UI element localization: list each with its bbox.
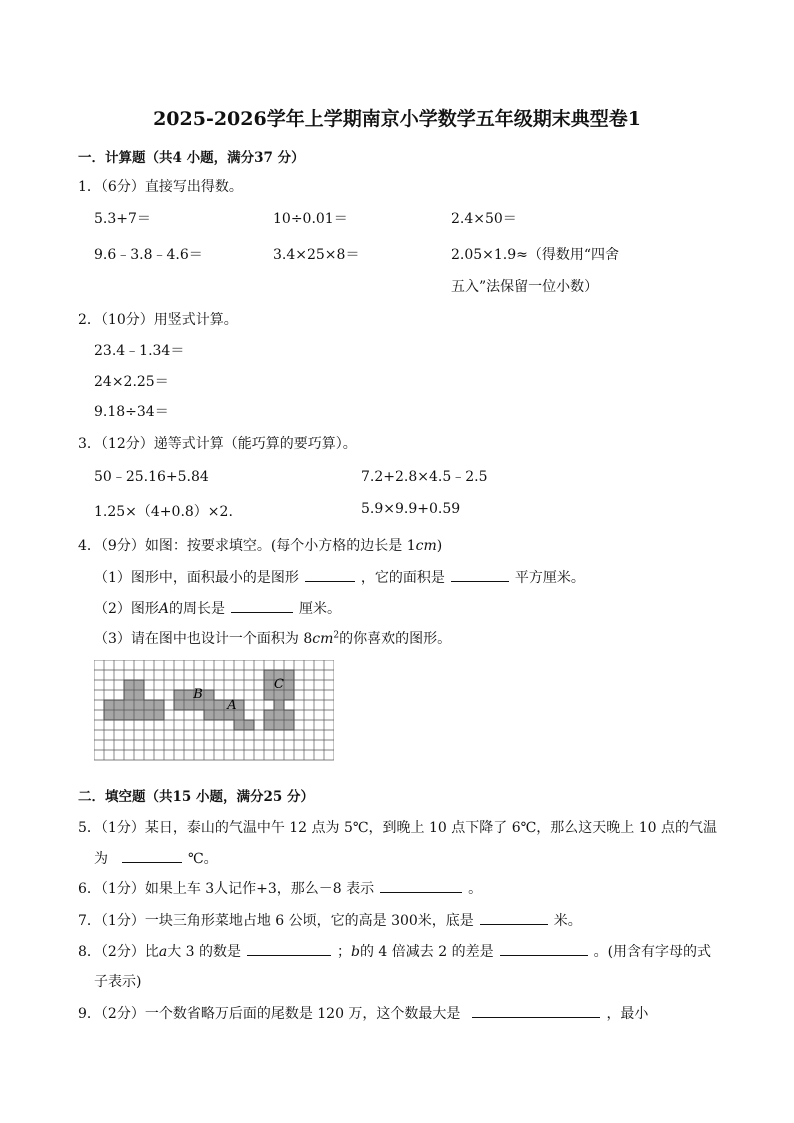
question-3-stem: 3．（12分）递等式计算（能巧算的要巧算）。: [78, 436, 357, 452]
question-9: 9．（2分）一个数省略万后面的尾数是 120 万，这个数最大是 ，最小: [78, 1006, 649, 1022]
section-heading-fill-blank: 二．填空题（共15 小题，满分25 分）: [78, 789, 314, 805]
question-5-line2: 为 ℃。: [94, 851, 218, 867]
q3-item: 5.9×9.9+0.59: [361, 501, 461, 517]
question-1-stem: 1．（6分）直接写出得数。: [78, 179, 243, 195]
q1-item: 5.3+7＝: [94, 211, 151, 227]
q1-note: 五入”法保留一位小数）: [451, 279, 599, 295]
question-6: 6．（1分）如果上车 3人记作+3，那么－8 表示 。: [78, 881, 483, 897]
q1-item: 9.6﹣3.8﹣4.6＝: [94, 247, 203, 263]
q4-sub-1: （1）图形中，面积最小的是图形 ，它的面积是 平方厘米。: [94, 570, 585, 586]
q2-item: 23.4﹣1.34＝: [94, 343, 185, 359]
q1-item: 2.4×50＝: [451, 211, 517, 227]
q3-item: 7.2+2.8×4.5﹣2.5: [361, 469, 488, 485]
square-grid-figure[interactable]: [94, 660, 334, 772]
answer-blank[interactable]: [122, 850, 182, 863]
answer-blank[interactable]: [480, 912, 548, 925]
answer-blank[interactable]: [500, 943, 588, 956]
question-7: 7．（1分）一块三角形菜地占地 6 公顷，它的高是 300米，底是 米。: [78, 913, 582, 929]
section-heading-calculation: 一．计算题（共4 小题，满分37 分）: [78, 150, 305, 166]
question-5-line1: 5．（1分）某日，泰山的气温中午 12 点为 5℃，到晚上 10 点下降了 6℃，那么这天晚上 10 点的气温: [78, 820, 717, 836]
question-8-line1: 8．（2分）比a大 3 的数是 ；b的 4 倍减去 2 的差是 。(用含有字母的式: [78, 944, 712, 960]
q4-sub-3: （3）请在图中也设计一个面积为 $8cm^2$的你喜欢的图形。: [94, 630, 452, 647]
q2-item: 24×2.25＝: [94, 374, 169, 390]
page-title: 2025-2026学年上学期南京小学数学五年级期末典型卷1: [153, 108, 641, 130]
q3-item: 1.25×（4+0.8）×2.: [94, 504, 233, 520]
q1-item: 3.4×25×8＝: [273, 247, 360, 263]
q1-item: 10÷0.01＝: [273, 211, 348, 227]
question-8-line2: 子表示): [94, 974, 142, 990]
shape-label-c: C: [274, 677, 284, 692]
question-4-stem: 4．（9分）如图：按要求填空。(每个小方格的边长是 1cm): [78, 538, 443, 554]
q2-item: 9.18÷34＝: [94, 404, 169, 420]
shape-label-a: A: [227, 698, 237, 713]
q3-item: 50﹣25.16+5.84: [94, 469, 209, 485]
answer-blank[interactable]: [231, 600, 293, 613]
answer-blank[interactable]: [380, 880, 462, 893]
answer-blank[interactable]: [472, 1005, 600, 1018]
q1-item: 2.05×1.9≈（得数用“四舍: [451, 247, 620, 263]
answer-blank[interactable]: [305, 569, 355, 582]
shape-label-b: B: [193, 687, 203, 702]
q4-sub-2: （2）图形A的周长是 厘米。: [94, 601, 342, 617]
answer-blank[interactable]: [247, 943, 331, 956]
question-2-stem: 2．（10分）用竖式计算。: [78, 312, 238, 328]
answer-blank[interactable]: [451, 569, 509, 582]
grid-svg: [94, 660, 334, 768]
